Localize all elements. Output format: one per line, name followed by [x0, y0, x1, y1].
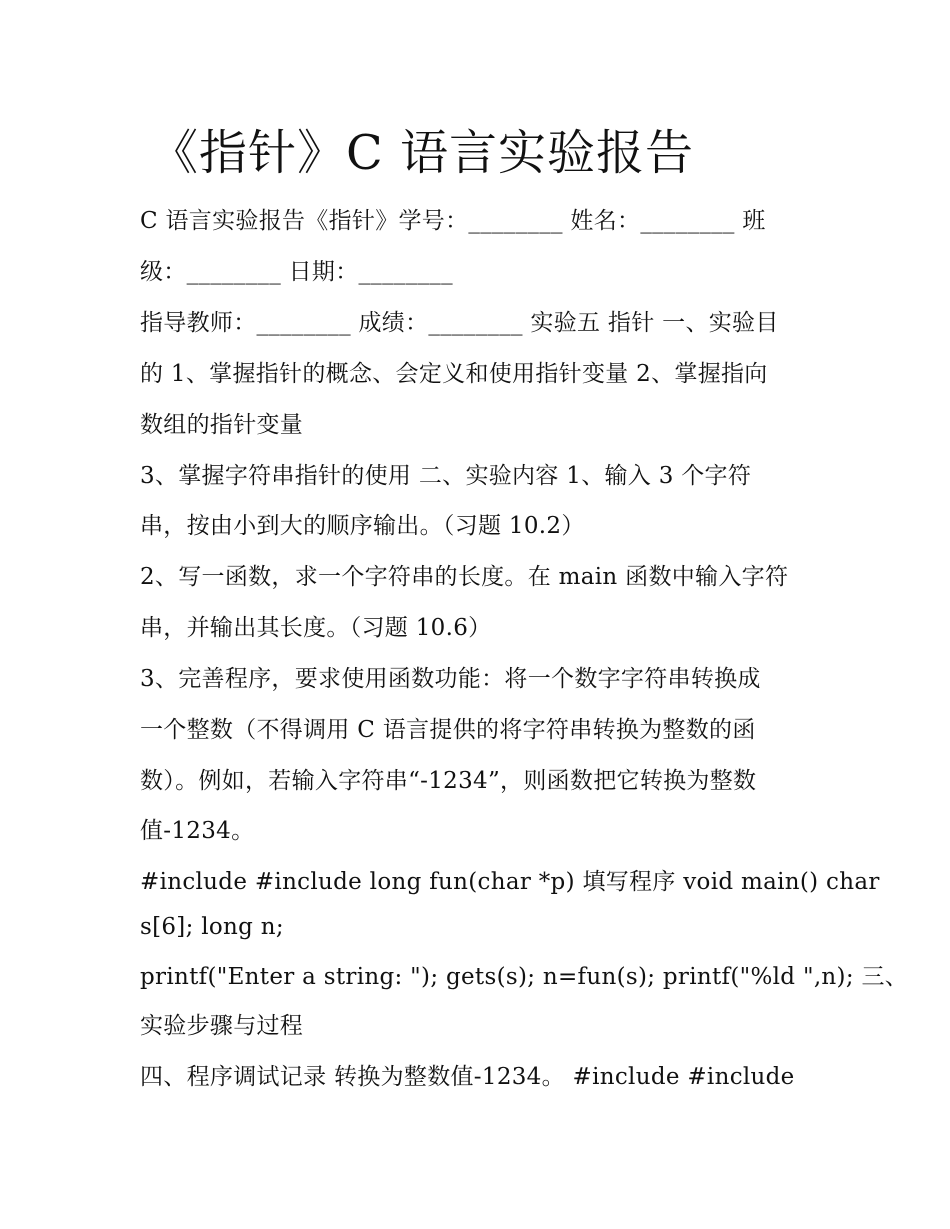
code-line-2: s[6]; long n; — [140, 914, 284, 940]
body-line-8: 2、写一函数，求一个字符串的长度。在 main 函数中输入字符 — [140, 564, 789, 590]
body-line-1: C 语言实验报告《指针》学号：________ 姓名：________ 班 — [140, 208, 766, 234]
body-line-5: 数组的指针变量 — [140, 412, 304, 438]
document-title: 《指针》C 语言实验报告 — [150, 125, 694, 181]
body-line-14: 实验步骤与过程 — [140, 1013, 304, 1039]
body-line-15: 四、程序调试记录 转换为整数值-1234。 #include #include — [140, 1064, 795, 1090]
body-line-9: 串，并输出其长度。（习题 10.6） — [140, 615, 492, 641]
code-line-3: printf("Enter a string: "); gets(s); n=fun(s); printf("%ld ",n); 三、 — [140, 964, 909, 990]
body-line-2: 级：________ 日期：________ — [140, 259, 453, 285]
body-line-13: 值-1234。 — [140, 818, 255, 844]
body-line-11: 一个整数（不得调用 C 语言提供的将字符串转换为整数的函 — [140, 717, 756, 743]
body-line-4: 的 1、掌握指针的概念、会定义和使用指针变量 2、掌握指向 — [140, 361, 768, 387]
body-line-3: 指导教师：________ 成绩：________ 实验五 指针 一、实验目 — [140, 310, 779, 336]
body-line-10: 3、完善程序，要求使用函数功能：将一个数字字符串转换成 — [140, 666, 761, 692]
body-line-12: 数）。例如，若输入字符串“-1234”，则函数把它转换为整数 — [140, 768, 757, 794]
body-line-7: 串，按由小到大的顺序输出。（习题 10.2） — [140, 513, 585, 539]
code-line-1: #include #include long fun(char *p) 填写程序 void main() char — [140, 869, 880, 895]
body-line-6: 3、掌握字符串指针的使用 二、实验内容 1、输入 3 个字符 — [140, 463, 752, 489]
